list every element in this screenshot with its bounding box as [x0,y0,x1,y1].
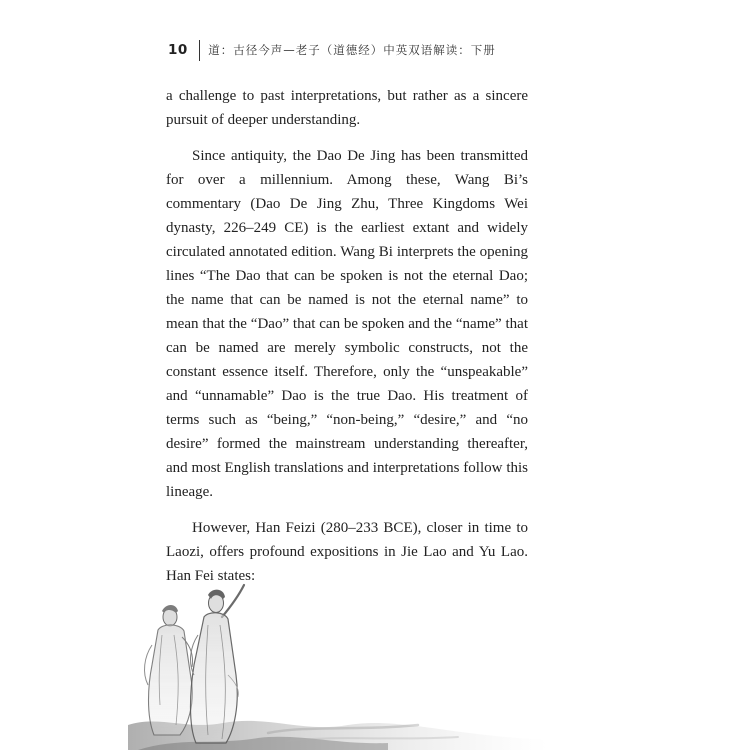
figure-right [191,585,245,743]
header-divider [199,40,201,61]
paragraph-continuation: a challenge to past interpretations, but rather as a sincere pursuit of deeper understanding. [166,88,528,128]
paragraph-wang-bi: Since antiquity, the Dao De Jing has been transmitted for over a millennium. Among these, Wang Bi’s commentary (Dao De Jing Zhu, Three Kingdoms Wei dynasty, 226–249 CE) is the earliest extant and widely circulated annotated edition. Wang Bi interprets the opening lines “The Dao that can be spoken is not the eternal Dao; the name that can be named is not the eternal name” to mean that the “Dao” that can be spoken and the “name” that can be named are merely symbolic constructs, not the constant essence itself. Therefore, only the “unspeakable” and “unnamable” Dao is the true Dao. His treatment of terms such as “being,” “non-being,” “desire,” and “no desire” formed the mainstream understanding thereafter, and most English translations and interpretations follow this lineage. [166,148,528,500]
body-text [166,84,528,600]
ink-wash-illustration [128,575,548,750]
paragraph-han-feizi: However, Han Feizi (280–233 BCE), closer in time to Laozi, offers profound expositions in Jie Lao and Yu Lao. Han Fei states: [166,520,528,584]
page-number: 10 [168,42,188,58]
running-header [168,38,568,62]
running-title: 道：古径今声—老子（道德经）中英双语解读：下册 [208,43,496,57]
figure-left [145,605,193,735]
